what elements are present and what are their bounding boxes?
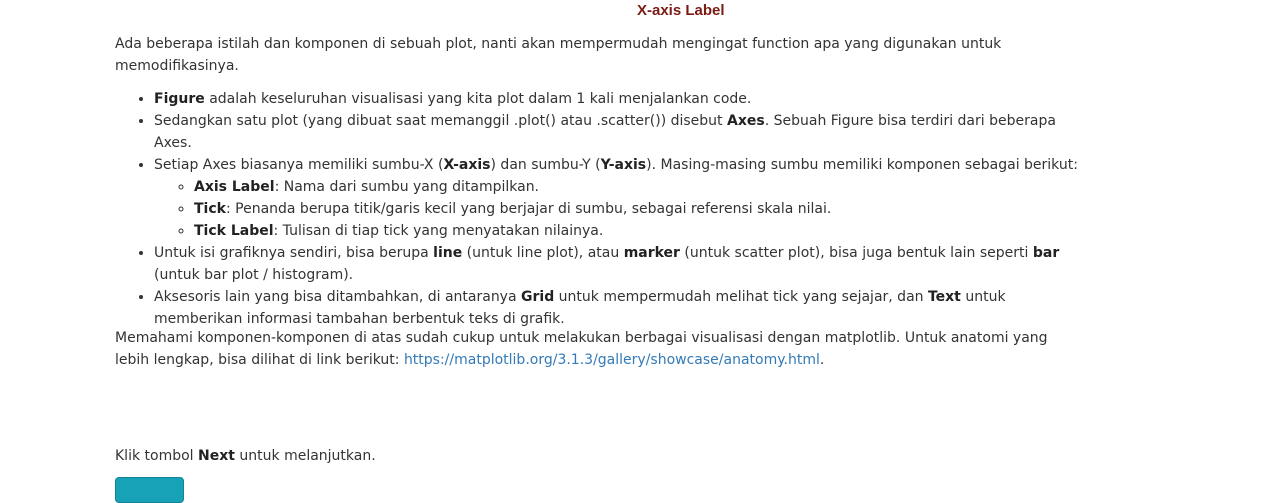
instruction-pre: Klik tombol	[115, 448, 199, 464]
anatomy-end: .	[819, 352, 825, 368]
term-line: line	[433, 245, 463, 261]
tick-label-desc: : Tulisan di tiap tick yang menyatakan nilainya.	[273, 223, 604, 239]
term-marker: marker	[623, 245, 680, 261]
anatomy-text: Memahami komponen-komponen di atas sudah cukup untuk melakukan berbagai visualisasi dengan matplotlib. Untuk anatomi yang lebih lengkap, bisa dilihat di link berikut:	[115, 330, 1048, 368]
term-axis-label: Axis Label	[194, 179, 275, 195]
term-axes: Axes	[727, 113, 765, 129]
tick-desc: : Penanda berupa titik/garis kecil yang berjajar di sumbu, sebagai referensi skala nilai.	[225, 201, 832, 217]
term-grid: Grid	[521, 289, 555, 305]
list-item-tick	[194, 198, 1085, 220]
figure-desc: adalah keseluruhan visualisasi yang kita plot dalam 1 kali menjalankan code.	[204, 91, 752, 107]
next-instruction	[115, 445, 376, 467]
term-next: Next	[198, 448, 235, 464]
list-item-accessories	[154, 286, 1085, 330]
accessories-desc-post: untuk memberikan informasi tambahan berbentuk teks di grafik.	[154, 289, 1006, 327]
next-button[interactable]	[115, 477, 184, 503]
accessories-desc-mid: untuk mempermudah melihat tick yang sejajar, dan	[554, 289, 928, 305]
figure-x-axis-label: X-axis Label	[637, 2, 725, 19]
axes-desc-pre: Sedangkan satu plot (yang dibuat saat memanggil .plot() atau .scatter()) disebut	[154, 113, 727, 129]
axis-desc-pre: Setiap Axes biasanya memiliki sumbu-X (	[154, 157, 444, 173]
main-content	[115, 33, 1085, 330]
instruction-post: untuk melanjutkan.	[234, 448, 376, 464]
axis-label-desc: : Nama dari sumbu yang ditampilkan.	[274, 179, 540, 195]
list-item-axis-label	[194, 176, 1085, 198]
axis-desc-mid: ) dan sumbu-Y (	[490, 157, 601, 173]
content-desc-pre: Untuk isi grafiknya sendiri, bisa berupa	[154, 245, 434, 261]
content-desc-mid2: (untuk scatter plot), bisa juga bentuk lain seperti	[679, 245, 1033, 261]
content-desc-post: (untuk bar plot / histogram).	[154, 267, 354, 283]
anatomy-link[interactable]: https://matplotlib.org/3.1.3/gallery/showcase/anatomy.html	[403, 352, 820, 368]
accessories-desc-pre: Aksesoris lain yang bisa ditambahkan, di antaranya	[154, 289, 522, 305]
list-item-figure	[154, 88, 1085, 110]
axis-components-list	[154, 176, 1085, 242]
list-item-tick-label	[194, 220, 1085, 242]
term-figure: Figure	[154, 91, 205, 107]
list-item-axes	[154, 110, 1085, 154]
content-desc-mid1: (untuk line plot), atau	[462, 245, 624, 261]
term-tick-label: Tick Label	[194, 223, 274, 239]
anatomy-paragraph	[115, 327, 1075, 371]
components-list	[115, 88, 1085, 330]
intro-paragraph: Ada beberapa istilah dan komponen di sebuah plot, nanti akan mempermudah mengingat function apa yang digunakan untuk memodifikasinya.	[115, 36, 1002, 74]
term-tick: Tick	[194, 201, 226, 217]
list-item-content	[154, 242, 1085, 286]
axes-desc-post: . Sebuah Figure bisa terdiri dari beberapa Axes.	[154, 113, 1056, 151]
term-x-axis: X-axis	[443, 157, 491, 173]
term-text: Text	[927, 289, 961, 305]
term-bar: bar	[1032, 245, 1060, 261]
axis-desc-post: ). Masing-masing sumbu memiliki komponen sebagai berikut:	[646, 157, 1078, 173]
term-y-axis: Y-axis	[600, 157, 647, 173]
list-item-axis	[154, 154, 1085, 242]
